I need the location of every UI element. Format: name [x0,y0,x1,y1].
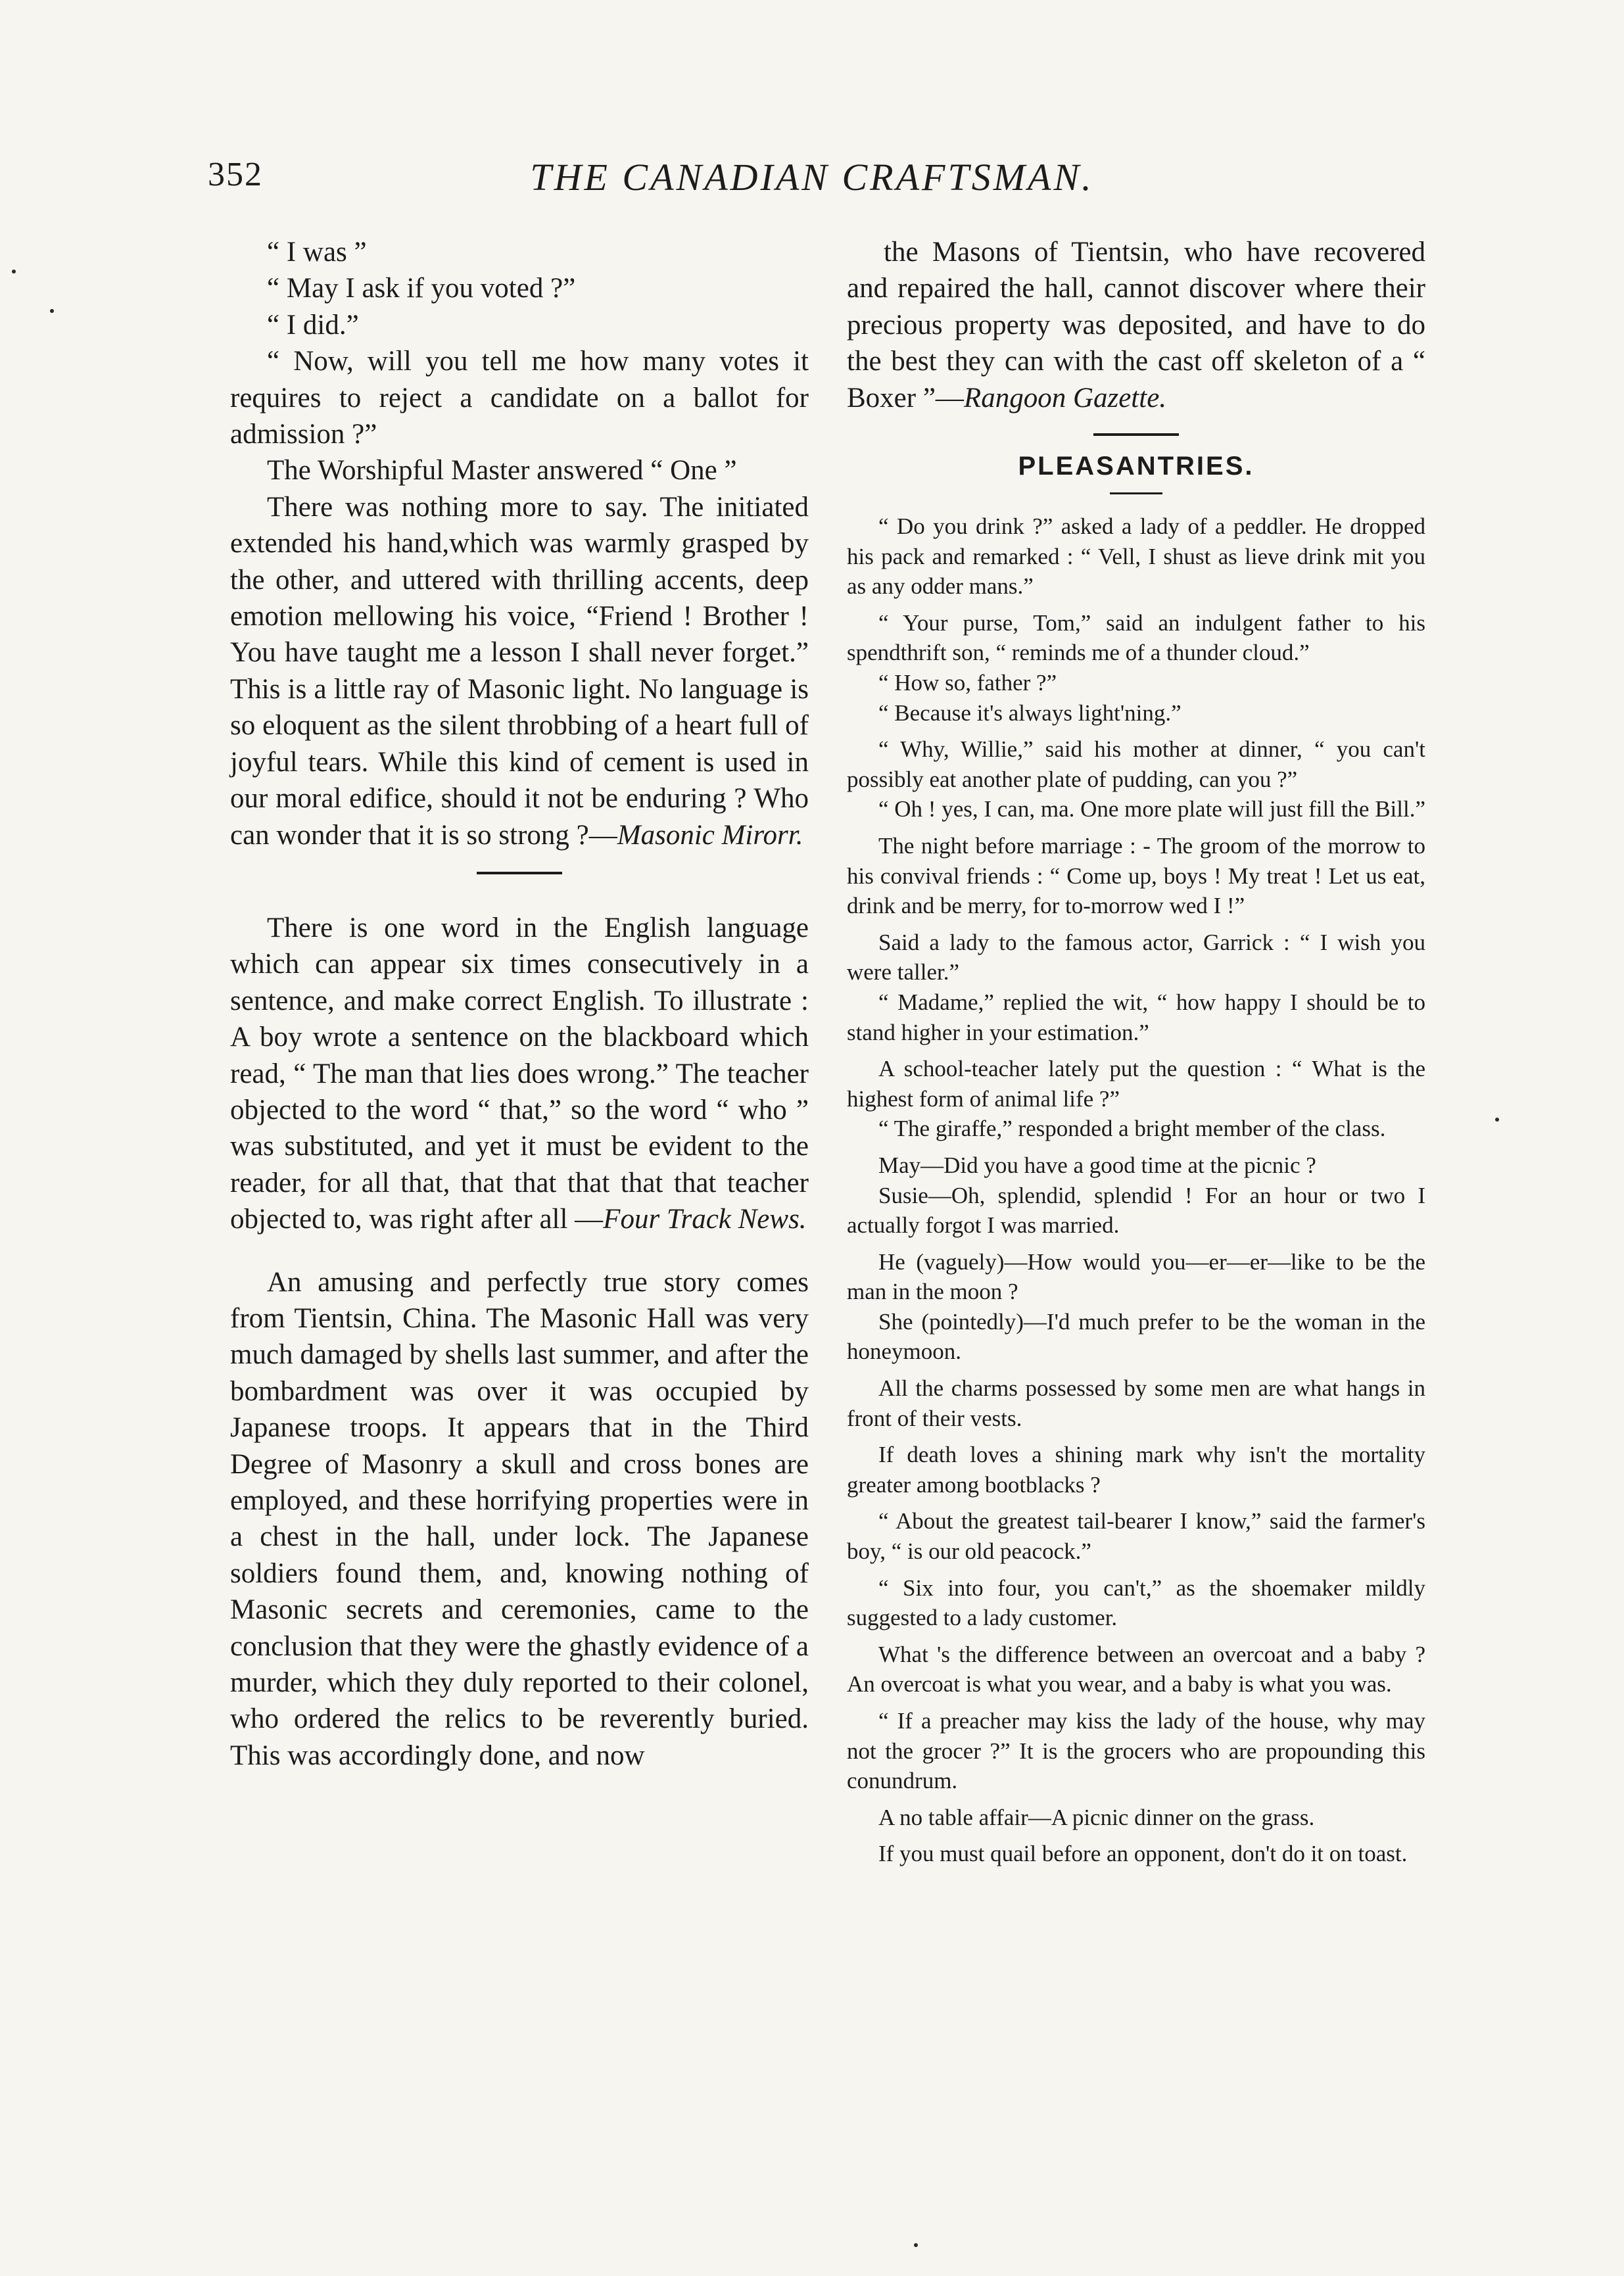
dialogue-line: “ I did.” [267,309,359,341]
right-column [847,234,1425,1869]
pleasantry-item: “ Because it's always light'ning.” [878,699,1182,726]
heading-underline [1110,492,1162,494]
dialogue-line: “ May I ask if you voted ?” [267,273,576,304]
dialogue-line: The Worshipful Master answered “ One ” [267,455,737,486]
pleasantry-item: If death loves a shining mark why isn't the mortality greater among bootblacks ? [847,1442,1425,1498]
pleasantry-item: “ About the greatest tail-bearer I know,” said the farmer's boy, “ is our old peacock.” [847,1508,1425,1565]
speck [50,309,54,313]
article-source: Rangoon Gazette. [963,382,1167,414]
speck [12,270,16,273]
article-source: Four Track News. [603,1204,807,1235]
pleasantry-item: If you must quail before an opponent, don't do it on toast. [878,1841,1408,1867]
page-number: 352 [208,156,263,193]
pleasantry-item: Said a lady to the famous actor, Garrick : “ I wish you were taller.” [847,929,1425,985]
pleasantry-item: The night before marriage : - The groom of the morrow to his convival friends : “ Come up, boys ! My treat ! Let us eat, drink and be merry, for to-morrow wed I !” [847,832,1425,919]
article-tientsin-continued [847,234,1425,416]
pleasantry-item: All the charms possessed by some men are what hangs in front of their vests. [847,1375,1425,1431]
article-body: There was nothing more to say. The initiated extended his hand,which was warmly grasped by the other, and uttered with thrilling accents, deep emotion mellowing his voice, “Friend ! Brother ! You have taught me a lesson I shall never forget.” This is a little ray of Masonic light. No language is so eloquent as the silent throbbing of a heart full of joyful tears. While this kind of cement is used in our moral edifice, should it not be enduring ? Who can wonder that it is so strong ?— [230,491,809,851]
section-divider [1093,433,1179,436]
dialogue-line: “ I was ” [267,237,367,268]
speck [1495,1118,1499,1122]
article-masonic-light [230,489,809,853]
article-source: Masonic Mirorr. [617,819,803,851]
article-six-thats [230,910,809,1238]
page-header [0,155,1624,208]
pleasantry-item: “ Six into four, you can't,” as the shoemaker mildly suggested to a lady customer. [847,1575,1425,1631]
article-body: There is one word in the English language which can appear six times consecutively in a sentence, and make correct English. To illustrate : A boy wrote a sentence on the blackboard which read, “ The man that lies does wrong.” The teacher objected to the word “ that,” so the word “ who ” was substituted, and yet it must be evident to the reader, for all that, that that that that that teacher objected to, was right after all — [230,912,809,1235]
pleasantry-item: Susie—Oh, splendid, splendid ! For an hour or two I actually forgot I was married. [847,1182,1425,1239]
dialogue-line: “ Now, will you tell me how many votes it requires to reject a candidate on a ballot for admission ?” [230,346,809,450]
pleasantry-item: “ Do you drink ?” asked a lady of a peddler. He dropped his pack and remarked : “ Vell, I shust as lieve drink mit you as any odder mans.” [847,513,1425,600]
pleasantry-item: What 's the difference between an overcoat and a baby ? An overcoat is what you wear, and a baby is what you was. [847,1641,1425,1697]
article-body: the Masons of Tientsin, who have recovered and repaired the hall, cannot discover where their precious property was deposited, and have to do the best they can with the cast off skeleton of a “ Boxer ”— [847,237,1425,414]
pleasantry-item: “ Your purse, Tom,” said an indulgent father to his spendthrift son, “ reminds me of a thunder cloud.” [847,609,1425,666]
left-column [230,234,809,1774]
pleasantry-item: “ If a preacher may kiss the lady of the house, why may not the grocer ?” It is the grocers who are propounding this conundrum. [847,1708,1425,1794]
running-title: THE CANADIAN CRAFTSMAN. [530,156,1094,199]
pleasantry-item: “ Oh ! yes, I can, ma. One more plate will just fill the Bill.” [878,796,1426,822]
pleasantries-list [847,511,1425,1869]
pleasantry-item: “ Why, Willie,” said his mother at dinner, “ you can't possibly eat another plate of pudding, can you ?” [847,736,1425,792]
paragraph-gap [230,1238,809,1264]
pleasantry-item: He (vaguely)—How would you—er—er—like to be the man in the moon ? [847,1248,1425,1305]
section-divider [477,872,562,874]
speck [914,2243,918,2247]
pleasantry-item: “ The giraffe,” responded a bright member of the class. [878,1116,1386,1142]
pleasantry-item: She (pointedly)—I'd much prefer to be the woman in the honeymoon. [847,1308,1425,1365]
pleasantry-item: A no table affair—A picnic dinner on the grass. [878,1804,1315,1830]
article-tientsin: An amusing and perfectly true story comes from Tientsin, China. The Masonic Hall was very much damaged by shells last summer, and after the bombardment was over it was occupied by Japanese troops. It appears that in the Third Degree of Masonry a skull and cross bones are employed, and these horrifying properties were in a chest in the hall, under lock. The Japanese soldiers found them, and, knowing nothing of Masonic secrets and ceremonies, came to the conclusion that they were the ghastly evidence of a murder, which they duly reported to their colonel, who ordered the relics to be reverently buried. This was accordingly done, and now [230,1266,809,1771]
pleasantry-item: May—Did you have a good time at the picnic ? [878,1152,1316,1178]
pleasantry-item: “ How so, father ?” [878,670,1057,696]
section-heading: PLEASANTRIES. [1018,452,1254,481]
pleasantry-item: A school-teacher lately put the question : “ What is the highest form of animal life ?” [847,1056,1425,1112]
pleasantry-item: “ Madame,” replied the wit, “ how happy I should be to stand higher in your estimation.” [847,989,1425,1045]
